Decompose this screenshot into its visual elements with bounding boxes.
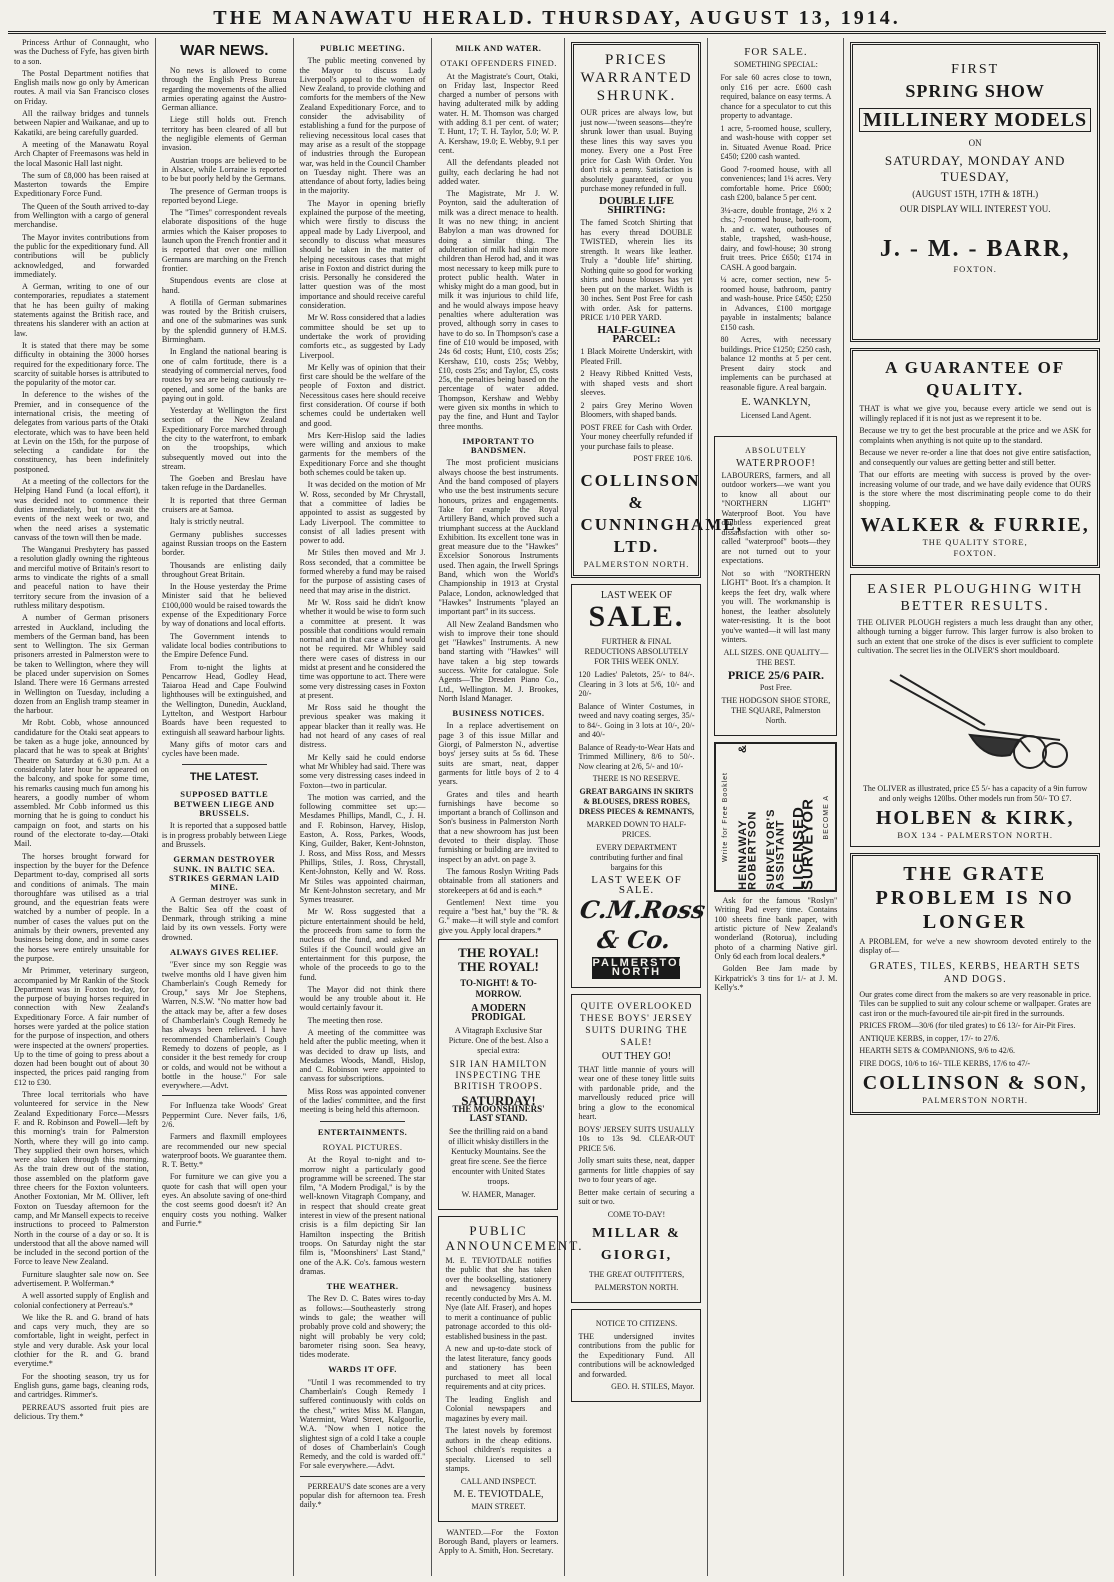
bandsmen-text: The most proficient musicians always choose the best instruments. And the band composed of players who use the best instruments secure honours, prizes and engagements. Take for example the Royal Artillery Band, which proved such a triumphant success at the Auckland Exhibition. Its excellent tone was in great measure due to the "Hawkes" Excelsior Sonorous Instruments used. Then again, the Irwell Springs Band, which won the World's Championship in 1913 at Crystal Palace, London, acknowledged that "Hawkes" Instruments "played an important part" in its success. <box>438 458 559 617</box>
paragraph: Mr Stiles then moved and Mr J. Ross seconded, that a committee be formed whereby a fund may be raised for the purpose of assisting cases of need that may arise in the district. <box>299 548 426 595</box>
plough-strut <box>1020 740 1030 752</box>
paragraph: 3¼-acre, double frontage, 2½ x 2 chs.; 7-roomed house, bath-room, h. and c. water, outhouses of stable, trapshed, wash-house, dairy, and fowl-house; 30 strong fruit trees. Price £650; £174 in CASH. A good bargain. <box>720 205 832 272</box>
sale-big: SALE. <box>588 600 685 634</box>
paragraph: Italy is strictly neutral. <box>169 517 244 527</box>
public-teviotdale: M. E. TEVIOTDALE, <box>453 1488 544 1500</box>
millar-town: PALMERSTON NORTH. <box>594 1282 679 1292</box>
paragraph: Miss Ross was appointed convener of the ladies' committee, and the first meeting is being held this afternoon. <box>299 1086 426 1115</box>
public-title: PUBLIC ANNOUNCEMENT. <box>445 1222 584 1253</box>
entertainments-heading: ENTERTAINMENTS. <box>317 1126 408 1137</box>
parcel-items <box>580 347 692 420</box>
holben-kirk-name: HOLBEN & KIRK, <box>875 806 1075 829</box>
paragraph: 2 Heavy Ribbed Knitted Vests, with shaped vests and short sleeves. <box>580 369 693 398</box>
royal-film: A MODERN PRODIGAL <box>471 1003 526 1024</box>
royal-theatre-ad <box>438 939 558 1209</box>
ross-town: PALMERSTON NORTH <box>592 956 689 979</box>
plough-mouldboard <box>970 735 1020 756</box>
business-text-4: Gentlemen! Next time you require a "best hat," buy the "R. & G." make—it will style and comfort give you. Apply local drapers.* <box>438 897 559 935</box>
weather-text: The Rev D. C. Bates wires to-day as follows:—Southeasterly strong winds to gale; the weather will probably prove cold and showery; the night will probably be very cold; barometer rising soon. Sea heavy, tides moderate. <box>299 1294 426 1360</box>
divider <box>300 1476 426 1477</box>
come-today: COME TO-DAY! <box>607 1209 666 1219</box>
column-local-news <box>8 38 156 1576</box>
paragraph: 120 Ladies' Paletots, 25/- to 84/-. Clearing in 3 lots at 5/6, 10/- and 20/- <box>578 670 695 699</box>
paragraph: 1 Black Moirette Underskirt, with Pleated Frill. <box>580 347 693 366</box>
paragraph: In England the national bearing is one of calm fortitude, there is a steadying of commercial nerves, food routes by sea are being cautiously re-opened, and some of the banks are paying out in gold. <box>161 347 287 403</box>
battle-heading: SUPPOSED BATTLE BETWEEN LIEGE AND BRUSSELS. <box>173 789 275 819</box>
divider <box>320 1121 406 1122</box>
columns <box>8 38 1106 1576</box>
sale-top: LAST WEEK OF <box>600 589 673 601</box>
ross-sale-ad <box>571 584 708 988</box>
for-sale-title: FOR SALE. <box>744 46 808 58</box>
grate-text-2: Our grates come direct from the makers so are very reasonable in price. Tiles can be supplied to suit any colour scheme or wallpaper. Grates are cast iron or the much-favoured tile air-pit fired in the surrounds. <box>859 989 1091 1018</box>
wanted-notice: WANTED.—For the Foxton Borough Band, players or learners. Apply to A. Smith, Hon. Secretary. <box>438 1527 559 1556</box>
wanklyn-name: E. WANKLYN, <box>741 396 811 409</box>
column-milk-and-water <box>432 38 584 1576</box>
paragraph: A well assorted supply of English and colonial confectionery at Perreau's.* <box>14 1291 149 1310</box>
spring-top: FIRST <box>951 62 1000 77</box>
paragraph: A flotilla of German submarines was routed by the British cruisers, and one of the submarines was sunk by the splendid gunnery of H.M.S. Birmingham. <box>161 297 287 345</box>
sale-last-week: LAST WEEK OF SALE. <box>591 874 682 896</box>
paragraph: The public meeting convened by the Mayor to discuss Lady Liverpool's appeal to the women of New Zealand, to provide clothing and comforts for the members of the New Zealand Expeditionary Force, and to consider the advisability of establishing a fund for the purpose of relieving necessitous local cases that may arise as a result of the stoppage of industries through the European war, was held in the Council Chamber on Tuesday night. There was an attendance of about forty, ladies being in the majority. <box>299 56 426 196</box>
paragraph: ¼ acre, corner section, new 5-roomed house, bathroom, pantry and wash-house. Price £450; £250 in Advances, £100 mortgage payable in instalments; balance £150 cash. <box>720 275 832 332</box>
milk-paragraphs <box>438 72 558 431</box>
prices-text: OUR prices are always low, but just now—'tween seasons—they're shrunk lower than usual. Buying these lines this way saves you money. Every one a Post Free price for Cash With Order. You don't risk a penny. Satisfaction is absolutely guaranteed, or you purchase money refunded in full. <box>580 108 693 193</box>
golden-bee-notice: Golden Bee Jam made by Kirkpatrick's 3 tins for 1/- at J. M. Kelly's.* <box>714 964 838 992</box>
boot-sizes: ALL SIZES. ONE QUALITY—THE BEST. <box>723 647 829 667</box>
paragraph: Mr Primmer, veterinary surgeon, accompanied by Mr Rankin of the Stock Department was in Foxton to-day, for the purpose of buying horses required in connection with New Zealand's Expeditionary Force. A fair number of horses were yarded at the police station for the purpose of inspection, and others were inspected at the owners' properties. Up to the time of going to press about a dozen had been bought out of about 30 inspected, the prices paid ranging from £12 to £30. <box>14 966 149 1087</box>
paragraph: Many gifts of motor cars and cycles have been made. <box>161 739 287 759</box>
paragraph: A meeting of the committee was held after the public meeting, when it was decided to draw up lists, and Mesdames Woods, Mandl, Hislop, and C. Robinson were appointed to canvass for subscriptions. <box>299 1027 426 1084</box>
plough-handle <box>890 680 980 730</box>
jersey-text: THAT little mannie of yours will wear one of these toney little suits with pardonable pride, and the marvellously reduced price will bring a glow to the economical heart. <box>578 1064 695 1122</box>
plough-caption: The OLIVER as illustrated, price £5 5/- has a capacity of a 9in furrow and only weighs 120lbs. Other models run from 50/- TO £7. <box>862 783 1088 803</box>
barr-town: FOXTON. <box>953 264 997 275</box>
paragraph: From to-night the lights at Pencarrow Head, Godley Head, Taiaroa Head and Cape Foulwind lighthouses will be extinguished, and the Wellington, Dunedin, Auckland, Lyttelton, and Westport Harbour Boards have been requested to extinguish all seaward harbour lights. <box>161 662 287 737</box>
paragraph: At the Magistrate's Court, Otaki, on Friday last, Inspector Reed charged a number of persons with having adulterated milk by adding water. H. M. Thomson was charged with adding 8.1 per cent. of water; T. Hunt, 17; T. H. Taylor, 5.0; W. P. A. Kershaw, 19.0; E. Webby, 9.1 per cent. <box>438 71 559 155</box>
column-ads-right <box>844 38 1106 1576</box>
royal-title-2: THE ROYAL! <box>458 959 539 975</box>
paragraph: The Goeben and Breslau have taken refuge in the Dardanelles. <box>161 474 287 493</box>
sale-marked: MARKED DOWN TO HALF-PRICES. <box>586 820 687 840</box>
paragraph: 2 pairs Grey Merino Woven Bloomers, with shaped bands. <box>580 400 693 420</box>
grate-prices <box>859 1021 1091 1068</box>
shirting-text: The famed Scotch Shirting that has every thread DOUBLE TWISTED, wherein lies its strength. It wears like leather. Truly a "double life" shirting. Nothing quite so good for working shirts and house blouses has yet been put on the market. Width is 30 inches. Sent Post Free for cash with order. Ask for patterns. PRICE 1/10 PER YARD. <box>580 218 693 323</box>
paragraph: Farmers and flaxmill employees are recommended our new special waterproof boots. We guarantee them. R. T. Betty.* <box>161 1132 287 1170</box>
parcel-note: POST FREE for Cash with Order. Your money cheerfully refunded if your purchase fails to please. <box>580 422 693 451</box>
paragraph: Austrian troops are believed to be in Alsace, while Lorraine is reported to be but poorly held by the Germans. <box>161 155 287 184</box>
collinson-son-town: PALMERSTON NORTH. <box>922 1095 1029 1106</box>
paragraph: The motion was carried, and the following committee set up:—Mesdames Phillips, Mandl, C., J. H. and F. Robinson, Harvey, Hislop, Easton, A. Ross, Parkes, Woods, King, Guilder, Baker, Kent-Johnston, J. Ross, and Miss Ross, and Messrs Phillips, Stiles, J. Ross, Chrystall, Kent-Johnston, Kelly and W. Ross. Mr Stiles was appointed chairman, Mr Kent-Johnston secretary, and Mr Symes treasurer. <box>299 792 426 905</box>
walker-furrie-name: WALKER & FURRIE, <box>860 514 1090 536</box>
collinson-son-ad <box>850 853 1100 1115</box>
paragraph: Mr Ross said he thought the previous speaker was making it appear blacker than it really was. He had not heard of any cases of real distress. <box>299 703 426 750</box>
public-text-4: The latest novels by foremost authors in the cheap editions. School children's requisites a specialty. Licensed to sell stamps. <box>445 1426 552 1473</box>
paragraph: FIRE DOGS, 10/6 to 16/- TILE KERBS, 17/6 to 47/- <box>859 1058 1031 1068</box>
paragraph: The presence of German troops is reported beyond Liege. <box>161 186 287 205</box>
walker-furrie-town: FOXTON. <box>953 548 997 559</box>
barr-millinery-ad <box>850 42 1100 342</box>
paragraph: Mr W. Ross considered that a ladies committee should be set up to undertake the work of providing comforts etc., as suggested by Lady Liverpool. <box>299 313 426 360</box>
paragraph: Mr Kelly said he could endorse what Mr Whibley had said. There was some very distressing cases indeed in Foxton—two in particular. <box>299 752 426 790</box>
spring-on: ON <box>968 138 982 149</box>
royal-saturday: SATURDAY! <box>461 1092 536 1108</box>
paragraph: Stupendous events are close at hand. <box>161 276 287 295</box>
business-text-3: The famous Roslyn Writing Pads obtainable from all stationers and storekeepers at 6d and is each.* <box>438 866 559 895</box>
collinson-son-name: COLLINSON & SON, <box>862 1072 1088 1095</box>
paragraph: For the shooting season, try us for English guns, game bags, cleaning rods, and cartridges. Rimmer's. <box>14 1371 149 1400</box>
guarantee-title: A GUARANTEE OF QUALITY. <box>885 358 1066 399</box>
relief-text: "Ever since my son Reggie was twelve months old I have given him Chamberlain's Cough Remedy for Croup," says Mr Joe Stephens, Warren, N.S.W. "No matter how bad the attack may be, after a few doses of Chamberlain's Cough Remedy he has always been relieved. I have recommended Chamberlain's Cough Remedy to dozens of people, as I consider it the best remedy for croup or colds, and would not be without a bottle in the house." For sale everywhere.—Advt. <box>161 960 287 1091</box>
paragraph: Princess Arthur of Connaught, who was the Duchess of Fyfe, has given birth to a son. <box>14 38 149 66</box>
business-text-2: Grates and tiles and hearth furnishings have become so important a branch of Collinson and Son's business in Palmerston North that a new showroom has just been devoted to their display. Those furnishing or building are invited to inspect by an advt. on page 3. <box>438 789 559 864</box>
paragraph: A meeting of the Manawatu Royal Arch Chapter of Freemasons was held in the local Masonic Hall last night. <box>14 139 149 168</box>
sale-bargains: GREAT BARGAINS IN SKIRTS & BLOUSES, DRESS ROBES, DRESS PIECES & REMNANTS, <box>578 787 695 817</box>
relief-heading: ALWAYS GIVES RELIEF. <box>169 946 279 957</box>
public-announcement-ad <box>438 1216 584 1522</box>
notice-sign: GEO. H. STILES, Mayor. <box>611 1382 695 1392</box>
column-war-news <box>156 38 294 1576</box>
wards-off-text: "Until I was recommended to try Chamberlain's Cough Remedy I suffered continuously with colds on the chest," writes Miss M. Flangan, Watermint, Ward Street, Kalgoorlie, W.A. "Now when I notice the slightest sign of a cold I take a couple of doses of Chamberlain's Cough Remedy, and the cold is warded off." For sale everywhere.—Advt. <box>299 1377 426 1471</box>
paragraph: It is stated that there may be some difficulty in obtaining the 3000 horses required for the expeditionary force. The scarcity of suitable horses is attributed to the popularity of the motor car. <box>14 340 149 388</box>
paragraph: Mr W. Ross suggested that a picture entertainment should be held, the proceeds from same to form the nucleus of the fund, and asked Mr Stiles if the Council would give an entertainment for this purpose, the whole of the proceeds to go to the fund. <box>299 907 426 982</box>
collinson-cunninghame-name: COLLINSON & CUNNINGHAME, LTD. <box>580 470 743 556</box>
business-text: In a replace advertisement on page 3 of this issue Millar and Giorgi, of Palmerston N., advertise boys' jersey suits at 5s 6d. These suits are smart, neat, dapper garments for little boys of 2 to 4 years. <box>438 721 559 787</box>
hodgson-boot-ad <box>714 436 837 737</box>
paragraph: At a meeting of the collectors for the Helping Hand Fund (a local effort), it was decided not to commence their duties immediately, but to await the events of the next week or two, and when the need arises a systematic canvass of the town will then be made. <box>14 477 149 542</box>
jersey-boys: BOYS' JERSEY SUITS USUALLY 10s to 13s 9d. CLEAR-OUT PRICE 5/6. <box>578 1124 695 1153</box>
public-text: M. E. TEVIOTDALE notifies the public that she has taken over the bookselling, stationery and newsagency business recently conducted by Mrs A. M. Nye (late Alf. Fraser), and hopes to merit a continuance of public patronage accorded to this old-established business in the past. <box>445 1255 552 1341</box>
paragraph: Mr Kelly was of opinion that their first care should be the welfare of the people of Foxton and district. Necessitous cases here should receive first consideration. Of course if both schemes could be undertaken well and good. <box>299 362 426 428</box>
plough-handle <box>900 675 985 725</box>
paragraph: Because we try to get the best procurable at the price and we ASK for complaints when anything is not quite up to the standard. <box>859 426 1091 445</box>
holben-kirk-ad <box>850 574 1100 847</box>
paragraph: Balance of Ready-to-Wear Hats and Trimmed Millinery, 8/6 to 50/-. Now clearing at 2/6, 5/- and 10/- <box>578 742 695 771</box>
divider <box>162 1095 287 1096</box>
plough-text: THE OLIVER PLOUGH registers a much less draught than any other, although turning a bigger furrow. This larger furrow is also broken to such an extent that one stroke of the discs is ever sufficient to complete cultivation. The secret lies in the OLIVER'S short mouldboard. <box>857 617 1093 656</box>
boot-text-2: Not so with "NORTHERN LIGHT" Boot. It's a champion. It keeps the feet dry, walk where you will. The workmanship is honest, the leather absolutely water-resisting. It is the boot you've wanted—it will last many winters. <box>721 568 831 645</box>
public-meeting-heading: PUBLIC MEETING. <box>320 43 406 53</box>
notice-text: THE undersigned invites contributions from the public for the Expeditionary Fund. All contributions will be acknowledged and forwarded. <box>578 1331 695 1379</box>
paragraph: Thousands are enlisting daily throughout Great Britain. <box>161 560 287 579</box>
paragraph: The Mayor invites contributions from the public for the expeditionary fund. All contributions will be publicly acknowledged, and forwarded immediately. <box>14 232 149 279</box>
boot-price: PRICE 25/6 PAIR. <box>727 667 824 682</box>
paragraph: Three local territorials who have volunteered for service in the New Zealand Expeditionary Force—Messrs F. and R. Robinson and Powell—left by this morning's train for Palmerston North, where they will go into camp. They supplied their own horses, which were also taken through this morning. As the train drew out of the station, those assembled on the platform gave three cheers for the Foxton volunteers. Another Foxtonian, Mr M. Olliver, left Foxton on Tuesday afternoon for the camp, and Mr Mansell expects to receive instructions to proceed to Palmerston North in the course of a day or so. It is understood that all the above named will be included in the second portion of the Force to leave New Zealand. <box>14 1090 149 1267</box>
sale-every-dept: EVERY DEPARTMENT contributing further and final bargains for this <box>589 843 684 873</box>
spring-days: SATURDAY, MONDAY AND TUESDAY, <box>884 153 1066 185</box>
paragraph: The Wanganui Presbytery has passed a resolution gladly owning the righteous and merciful motive of Britain's resort to arms to vindicate the rights of a small and peaceful nation to have their territory secure from the invasion of a ruthless military despotism. <box>14 545 149 610</box>
bandsmen-text-2: All New Zealand Bandsmen who wish to improve their tone should get "Hawkes" Instruments. A new band starting with "Hawkes" will have taken a big step towards success. Write for catalogue. Sole Agents—The Dresden Piano Co., Ltd., Wellington. M. J. Brookes, North Island Manager. <box>438 619 559 703</box>
destroyer-text: A German destroyer was sunk in the Baltic Sea off the coast of Denmark, through striking a mine laid by its own vessels. Forty were drowned. <box>161 895 287 942</box>
walker-furrie-sub: THE QUALITY STORE, <box>922 537 1028 547</box>
barr-name: J. - M. - BARR, <box>879 236 1071 263</box>
paragraph: Because we never re-order a line that does not give entire satisfaction, and consequently our values are getting better and still better. <box>859 448 1091 467</box>
entertainments-text: At the Royal to-night and to-morrow night a particularly good programme will be screened. The star film, "A Modern Prodigal," is by the well-known Vitagraph Company, and in respect that should create great interest in view of the present national crisis is a film depicting Sir Ian Hamilton inspecting the British troops. On Saturday night the star film is, "Moonshiners' Last Stand," one of the A.K. Co's. famous western dramas. <box>299 1155 426 1276</box>
jersey-desc: Jolly smart suits these, neat, dapper garments for little chappies of say two to four years of age. <box>578 1156 695 1185</box>
millinery-models: MILLINERY MODELS <box>859 108 1091 132</box>
walker-furrie-ad <box>850 348 1100 568</box>
spring-dates: (AUGUST 15TH, 17TH & 18TH.) <box>912 189 1039 200</box>
battle-text: It is reported that a supposed battle is in progress probably between Liege and Brussels. <box>161 821 287 849</box>
paragraph: In the House yesterday the Prime Minister said that he believed £100,000 would be raised towards the expense of the Expeditionary Force by way of donations and local efforts. <box>161 582 287 629</box>
paragraph: PERREAU'S assorted fruit pies are delicious. Try them.* <box>14 1402 149 1421</box>
otaki-heading: OTAKI OFFENDERS FINED. <box>440 58 557 69</box>
business-heading: BUSINESS NOTICES. <box>452 708 545 719</box>
boot-title: WATERPROOF! <box>735 457 816 469</box>
parcel-title: HALF-GUINEA PARCEL: <box>597 323 676 345</box>
paragraph: A German, writing to one of our contemporaries, repudiates a statement that he has been guilty of making statements against the British race, and threatens his slanderer with an action at law. <box>14 282 149 338</box>
royal-moonshiners: THE MOONSHINERS' LAST STAND. <box>452 1103 545 1124</box>
paragraph: In deference to the wishes of the Premier, and in consequence of the international crisis, the meeting of delegates from various parts of the Otaki electorate, which was to have been held at Levin on the 15th, for the purpose of selecting a candidate for the constituency, has been indefinitely postponed. <box>14 390 149 474</box>
paragraph: It is reported that three German cruisers are at Samoa. <box>161 495 287 515</box>
paragraph: The horses brought forward for inspection by the buyer for the Defence Department to-day, comprised all sorts and conditions of animals. The main thoroughfare was utilised as a trial ground, and the equestrian feats were watched by a number of people. In a number of cases the values put on the animals by their owners, prevented any business being done, and in some cases the horses were entirely unsuitable for the purpose. <box>14 851 149 963</box>
collinson-cunninghame-town: PALMERSTON NORTH. <box>583 558 690 569</box>
roslyn-notice: Ask for the famous "Roslyn" Writing Pad every time. Contains 100 sheets fine bank paper, with artistic picture of New Zealand's wonderland (Rotorua), including photo of a charming Native girl. Only 6d each from local dealers.* <box>714 896 838 961</box>
column-public-meeting <box>294 38 433 1576</box>
wards-off-heading: WARDS IT OFF. <box>328 1364 397 1375</box>
paragraph: 80 Acres, with necessary buildings. Price £1250; £250 cash, balance 12 months at 5 per cent. Present dairy stock and implements can be purchased at reasonable figure. A real bargain. <box>720 335 832 392</box>
notice-title: NOTICE TO CITIZENS. <box>595 1318 678 1328</box>
royal-moon-desc: See the thrilling raid on a band of illicit whisky distillers in the Kentucky Mountains. See the great fire scene. See the fierce encounter with United States troops. <box>448 1126 549 1186</box>
spring-display: OUR DISPLAY WILL INTEREST YOU. <box>899 204 1051 215</box>
paragraph: The Magistrate, Mr J. W. Poynton, said the adulteration of milk was a direct menace to health. It was no new thing; in ancient Babylon a man was drowned for doing a similar thing. The adulteration of milk had slain more children than Herod had, and it was most necessary to keep milk pure to protect public health. Water in whisky might do a man good, but in milk it was injurious to child life, and he would always impose heavy penalties where adulteration was proved, although sorry in cases to have to do so. In Thompson's case a fine of £10 would be imposed, with 24s 6d costs; Hunt, £10, costs 25s; Kershaw, £10, costs 25s; Webby, £10, costs 25s; and Taylor, £5, costs 25s, the penalties being based on the percentage of water added. Thompson, Kershaw and Webby were given six months in which to pay the fine, and Hunt and Taylor three months. <box>438 189 559 431</box>
paragraph: We like the R. and G. brand of hats and caps very much, they are so comfortable, light in weight, perfect in style and very durable. Ask your local clothier for the R. and G. brand everytime.* <box>14 1312 149 1369</box>
millar-giorgi-name: MILLAR & GIORGI, <box>592 1225 681 1263</box>
surveyor-become: BECOME A <box>822 794 830 840</box>
milk-heading: MILK AND WATER. <box>455 43 542 53</box>
paragraph: No news is allowed to come through the English Press Bureau regarding the movements of the allied armies operating against the Austro-German alliance. <box>161 66 287 113</box>
paragraph: That our efforts are meeting with success is proved by the over-increasing volume of our trade, and we have daily evidence that OURS is the store where the most discriminating people come to do their shopping. <box>859 470 1091 508</box>
paragraph: The Government intends to validate local bodies contributions to the Empire Defence Fund. <box>161 631 287 660</box>
jersey-out: OUT THEY GO! <box>601 1051 672 1063</box>
holben-kirk-box: BOX 134 - PALMERSTON NORTH. <box>897 829 1053 840</box>
paragraph: All the railway bridges and tunnels between Napier and Waikanae, and up to Kakatiki, are being carefully guarded. <box>14 109 149 137</box>
grate-items: GRATES, TILES, KERBS, HEARTH SETS AND DOGS. <box>869 960 1081 985</box>
public-meeting-paragraphs <box>300 56 426 1114</box>
paragraph: For furniture we can give you a quote for cash that will open your eyes. An absolute saving of one-third the cost seems good doesn't it? An enquiry costs you nothing. Walker and Furrie.* <box>161 1172 287 1228</box>
war-news-heading: WAR NEWS. <box>180 42 269 59</box>
public-text-3: The leading English and Colonial newspapers and magazines by every mail. <box>445 1394 552 1423</box>
royal-manager: W. HAMER, Manager. <box>461 1189 536 1199</box>
surveyor-booklet: Write for Free Booklet <box>721 772 729 863</box>
column-ads-middle <box>708 38 844 1576</box>
paragraph: The Queen of the South arrived to-day from Wellington with a cargo of general merchandise. <box>14 201 149 230</box>
millar-giorgi-ad <box>571 994 701 1302</box>
public-text-2: A new and up-to-date stock of the latest literature, fancy goods and stationery has been purchased to meet all local requirements and at city prices. <box>445 1344 552 1391</box>
guarantee-paragraphs <box>859 404 1091 508</box>
weather-heading: THE WEATHER. <box>326 1281 399 1292</box>
divider <box>182 764 267 765</box>
paragraph: A number of German prisoners arrested in Auckland, including the members of the German band, has been sent to Wellington. The six German prisoners arrested in Palmerston were to be taken to Wellington, where they will be placed under supervision on Somes Island. There were 16 Germans arrested in Wellington on Tuesday, including a dozen from an English tramp steamer in the harbour. <box>14 613 149 716</box>
surveyor-ad <box>714 742 837 892</box>
paragraph: Good 7-roomed house, with all conveniences; land 1¼ acres. Very comfortable home. Price £600; cash £200, balance 5 per cent. <box>720 164 832 203</box>
royal-extra: SIR IAN HAMILTON INSPECTING THE BRITISH TROOPS. <box>449 1058 548 1091</box>
paragraph: For Influenza take Woods' Great Peppermint Cure. Never fails, 1/6, 2/6. <box>161 1101 287 1129</box>
boot-text: LABOURERS, farmers, and all outdoor workers—we want you to know all about our "NORTHERN LIGHT" Waterproof Boot. You have doubtless experienced great dissatisfaction with other so-called "waterproof" boots—they are not turned out to your expectations. <box>721 470 831 566</box>
paragraph: It was decided on the motion of Mr W. Ross, seconded by Mr Chrystall, that a committee of ladies be appointed to assist as suggested by Lady Liverpool. The committee to consist of all ladies present with power to add. <box>299 480 426 546</box>
royal-tonight: TO-NIGHT! & TO-MORROW. <box>460 978 537 1000</box>
royal-title-1: THE ROYAL! <box>458 945 539 961</box>
paragraph: PRICES FROM—30/6 (for tiled grates) to £6 13/- for Air-Pit Fires. <box>859 1021 1076 1031</box>
paragraph: Balance of Winter Costumes, in tweed and navy coating serges, 35/- to 84/-. Going in 3 lots at 10/-, 20/- and 40/- <box>578 701 695 740</box>
surveyor-firm: HENNAWAY & ROBERTSON <box>737 744 759 891</box>
war-news-extra <box>162 1101 287 1228</box>
prices-title: PRICES WARRANTED SHRUNK. <box>580 52 693 104</box>
millar-outfitters: THE GREAT OUTFITTERS, <box>588 1269 685 1279</box>
paragraph: Mr W. Ross said he didn't know whether it would be wise to form such a committee at present. It was possible that conditions would remain normal and in that case a fund would not be required. Mr Whibley said there were cases of distress in our midst at present and he considered the time was opportune to act. There were some very distressing cases in Foxton at present. <box>299 597 426 700</box>
paragraph: For sale 60 acres close to town, only £16 per acre. £600 cash required, balance on easy terms. A chance for a speculator to cut this property to advantage. <box>720 73 832 121</box>
sale-items <box>578 670 694 771</box>
wanklyn-sub: Licensed Land Agent. <box>740 410 812 420</box>
hodgson-store: THE HODGSON SHOE STORE, THE SQUARE, Palmerston North. <box>721 696 831 726</box>
paragraph: Mrs Kerr-Hislop said the ladies were willing and anxious to make garments for the members of the Expeditionary Force and she thought both schemes could be taken up. <box>299 430 426 478</box>
paragraph: Liege still holds out. French territory has been cleared of all but the negligible elements of German invasion. <box>161 115 287 153</box>
paragraph: Germany publishes successes against Russian troops on the Eastern border. <box>161 529 287 558</box>
paragraph: The Postal Department notifies that English mails now go only by American routes. A mail via San Francisco closes on Friday. <box>14 68 149 106</box>
jersey-title: QUITE OVERLOOKED THESE BOYS' JERSEY SUITS DURING THE SALE! <box>579 1002 694 1049</box>
sale-sub: FURTHER & FINAL REDUCTIONS ABSOLUTELY FOR THIS WEEK ONLY. <box>584 637 689 667</box>
masthead: THE MANAWATU HERALD. THURSDAY, AUGUST 13, 1914. <box>8 4 1106 34</box>
paragraph: 1 acre, 5-roomed house, scullery, and wash-house with copper set in. Situated Avenue Road. Price £450; £200 cash wanted. <box>720 123 832 162</box>
parcel-price: POST FREE 10/6. <box>633 454 693 464</box>
paragraph: All the defendants pleaded not guilty, each declaring he had not added water. <box>438 158 559 186</box>
collinson-cunninghame-ad <box>571 42 743 578</box>
paragraph: The "Times" correspondent reveals elaborate dispositions of the huge armies which the Kaiser proposes to launch upon the French frontier and it is reported that over one million Germans are marching on the French frontier. <box>161 208 287 273</box>
sale-no-reserve: THERE IS NO RESERVE. <box>592 774 681 784</box>
paragraph: ANTIQUE KERBS, in copper, 17/- to 27/6. <box>859 1033 1000 1043</box>
paragraph: Furniture slaughter sale now on. See advertisement. P. Wolferman.* <box>14 1269 149 1288</box>
public-main-street: MAIN STREET. <box>471 1501 526 1511</box>
grate-title: THE GRATE PROBLEM IS NO LONGER <box>875 862 1075 933</box>
war-news-paragraphs <box>162 66 287 758</box>
for-sale-sub: SOMETHING SPECIAL: <box>734 60 818 70</box>
for-sale-ad <box>714 42 837 430</box>
surveyor-licensed: LICENSED SURVEYOR <box>790 798 817 891</box>
boot-top: ABSOLUTELY <box>745 445 807 455</box>
plough-title: EASIER PLOUGHING WITH BETTER RESULTS. <box>867 581 1084 614</box>
shirting-title: DOUBLE LIFE SHIRTING: <box>599 194 674 216</box>
ross-logo: C.M.Ross & Co. <box>578 894 708 954</box>
notice-citizens-ad <box>571 1309 701 1402</box>
paragraph: The Mayor did not think there would be any trouble about it. He would certainly favour it. <box>299 984 426 1013</box>
for-sale-items <box>720 73 831 392</box>
paragraph: Yesterday at Wellington the first section of the New Zealand Expeditionary Force marched through the city to the waterfront, to embark on the troopships, which subsequently moved out into the stream. <box>161 406 287 471</box>
paragraph: Mr Robt. Cobb, whose announced candidature for the Otaki seat appears to be taken as a huge joke, announced by placard that he was to speak at Brights' Theatre on Saturday at 6.30 p.m. At a considerably later hour he appeared on the balcony, and spoke for some time, his remarks causing much fun among his hearers, a goodly number of whom assembled. Mr Cobb informed us this morning that he is going to conduct his campaign on foot, and starts on his round of the electorate to-day.—Otaki Mail. <box>14 718 149 849</box>
paragraph: HEARTH SETS & COMPANIONS, 9/6 to 42/6. <box>859 1046 1016 1056</box>
surveyor-assistant: SURVEYOR'S ASSISTANT <box>764 808 786 891</box>
destroyer-heading: GERMAN DESTROYER SUNK. IN BALTIC SEA. STRIKES GERMAN LAID MINE. <box>168 854 280 893</box>
plough-illustration <box>870 660 1080 780</box>
jersey-better: Better make certain of securing a suit or two. <box>578 1187 695 1207</box>
bandsmen-heading: IMPORTANT TO BANDSMEN. <box>462 435 535 456</box>
paragraph: The sum of £8,000 has been raised at Masterton towards the Empire Expeditionary Force Fund. <box>14 170 149 199</box>
grate-text: A PROBLEM, for we've a new showroom devoted entirely to the display of— <box>859 936 1091 956</box>
royal-film-desc: A Vitagraph Exclusive Star Picture. One of the best. Also a special extra: <box>448 1025 549 1055</box>
royal-pictures-heading: ROYAL PICTURES. <box>322 1141 403 1152</box>
paragraph: The Mayor in opening briefly explained the purpose of the meeting, which were firstly to discuss the appeal made by Lady Liverpool, and secondly to discuss what measures should be taken in the matter of helping necessitous cases that might arise in Foxton and district during the crisis. Personally he considered the latter question was of the most importance and should receive careful consideration. <box>299 198 426 311</box>
boot-post: Post Free. <box>759 683 792 693</box>
spring-show: SPRING SHOW <box>905 81 1045 102</box>
local-news-paragraphs <box>14 38 149 1421</box>
paragraph: THAT is what we give you, because every article we send out is willingly replaced if it is not just as we represent it to be. <box>859 404 1091 423</box>
paragraph: The meeting then rose. <box>307 1015 383 1025</box>
latest-heading: THE LATEST. <box>189 771 259 784</box>
public-call: CALL AND INSPECT. <box>460 1476 537 1486</box>
scones-notice: PERREAU'S date scones are a very popular dish for afternoon tea. Fresh daily.* <box>299 1481 426 1510</box>
